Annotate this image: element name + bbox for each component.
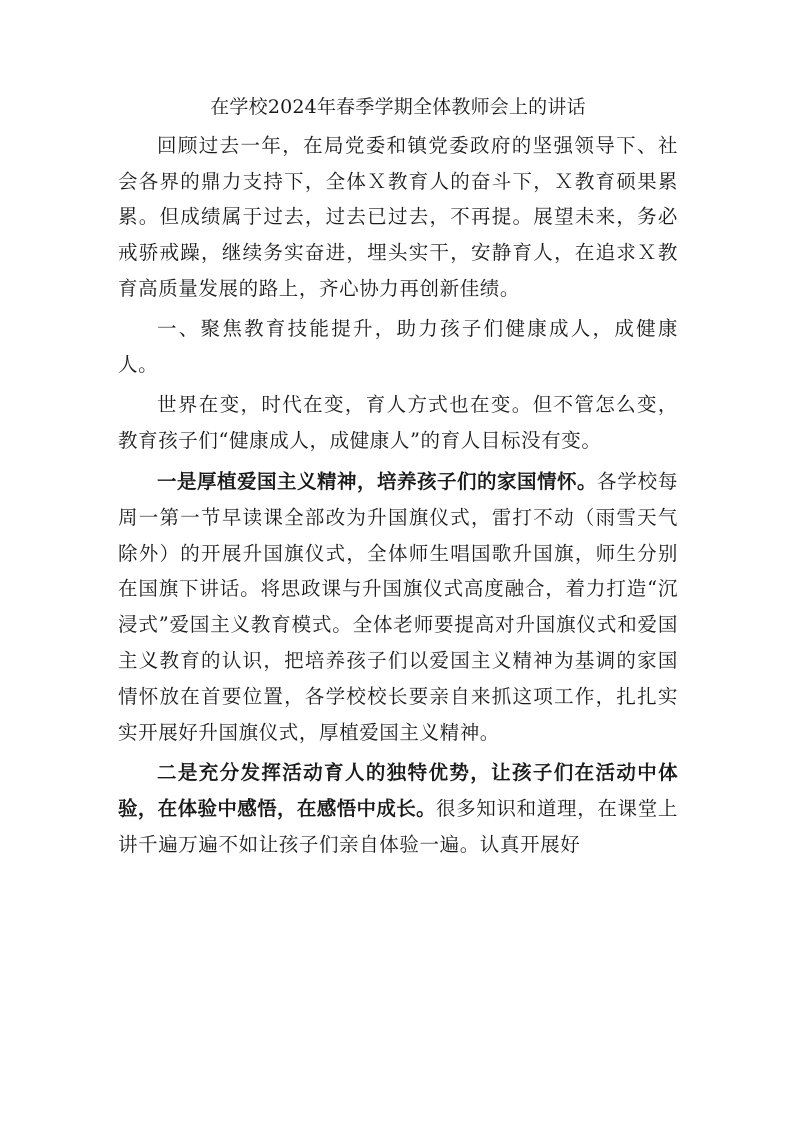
paragraph-bold-lead: 二是充分发挥活动育人的独特优势，让孩子们在活动中体验，在体验中感悟，在感悟中成长。: [118, 761, 678, 821]
paragraph-context: [118, 387, 678, 459]
paragraph-text: 一、聚焦教育技能提升，助力孩子们健康成人，成健康人。: [118, 316, 678, 376]
paragraph-intro: [118, 128, 678, 307]
document-body: [118, 90, 678, 863]
paragraph-point-one: [118, 464, 678, 750]
paragraph-text: 很多知识和道理，在课堂上讲千遍万遍不如让孩子们亲自体验一遍。认真开展好: [118, 797, 678, 856]
paragraph-bold-lead: 一是厚植爱国主义精神，培养孩子们的家国情怀。: [157, 469, 597, 493]
paragraph-text: 回顾过去一年，在局党委和镇党委政府的坚强领导下、社会各界的鼎力支持下，全体Ｘ教育人的奋斗下，Ｘ教育硕果累累。但成绩属于过去，过去已过去，不再提。展望未来，务必戒骄戒躁，继续务实奋进，埋头实干，安静育人，在追求Ｘ教育高质量发展的路上，齐心协力再创新佳绩。: [118, 133, 678, 300]
paragraph-point-two: [118, 755, 678, 862]
document-title: 在学校2024年春季学期全体教师会上的讲话: [210, 96, 586, 118]
paragraph-text: 世界在变，时代在变，育人方式也在变。但不管怎么变，教育孩子们“健康成人，成健康人”的育人目标没有变。: [118, 393, 678, 453]
paragraph-section-heading: [118, 311, 678, 383]
paragraph-text: 各学校每周一第一节早读课全部改为升国旗仪式，雷打不动（雨雪天气除外）的开展升国旗仪式，全体师生唱国歌升国旗，师生分别在国旗下讲话。将思政课与升国旗仪式高度融合，着力打造“沉浸式”爱国主义教育模式。全体老师要提高对升国旗仪式和爱国主义教育的认识，把培养孩子们以爱国主义精神为基调的家国情怀放在首要位置，各学校校长要亲自来抓这项工作，扎扎实实开展好升国旗仪式，厚植爱国主义精神。: [118, 469, 678, 744]
